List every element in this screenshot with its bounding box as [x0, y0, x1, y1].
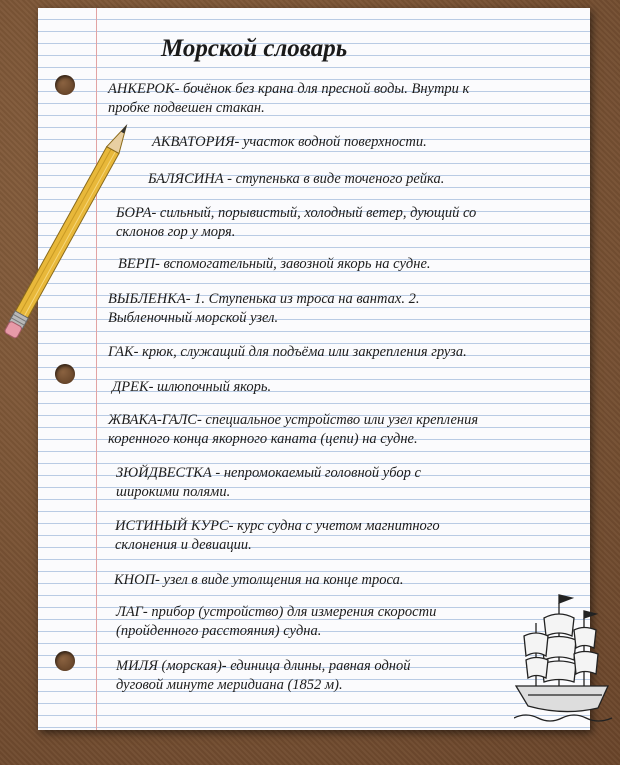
- dictionary-entry: [152, 133, 572, 152]
- dictionary-entry: [112, 378, 572, 397]
- ship-icon: [514, 578, 614, 728]
- entry-line: АНКЕРОК- бочёнок без крана для пресной воды. Внутри к: [108, 81, 470, 97]
- binder-hole: [55, 651, 75, 671]
- pencil-icon: [0, 120, 160, 360]
- dictionary-entry: [108, 290, 568, 328]
- dictionary-entry: [108, 80, 578, 118]
- entry-line: ВЫБЛЕНКА- 1. Ступенька из троса на вантах. 2.: [108, 291, 420, 307]
- entry-line: ЛАГ- прибор (устройство) для измерения скорости: [116, 604, 437, 620]
- entry-line: склонов гор у моря.: [116, 224, 236, 240]
- dictionary-entry: [116, 603, 516, 641]
- dictionary-entry: [116, 657, 516, 695]
- dictionary-entry: [118, 255, 568, 274]
- entry-line: пробке подвешен стакан.: [108, 100, 265, 116]
- entry-line: склонения и девиации.: [115, 537, 252, 553]
- entry-line: БОРА- сильный, порывистый, холодный ветер, дующий со: [116, 205, 477, 221]
- entry-line: КНОП- узел в виде утолщения на конце троса.: [114, 572, 404, 588]
- entry-line: ЗЮЙДВЕСТКА - непромокаемый головной убор с: [116, 465, 421, 481]
- entry-line: ЖВАКА-ГАЛС- специальное устройство или узел крепления: [108, 412, 479, 428]
- entry-line: ДРЕК- шлюпочный якорь.: [112, 379, 272, 395]
- entry-line: ГАК- крюк, служащий для подъёма или закрепления груза.: [108, 344, 467, 360]
- entry-line: АКВАТОРИЯ- участок водной поверхности.: [152, 134, 427, 150]
- entry-line: коренного конца якорного каната (цепи) на судне.: [108, 431, 418, 447]
- margin-line: [96, 8, 97, 730]
- dictionary-entry: [116, 464, 576, 502]
- page-title: Морской словарь: [161, 35, 348, 62]
- dictionary-entry: [114, 571, 574, 590]
- entry-line: широкими полями.: [116, 484, 231, 500]
- entry-line: МИЛЯ (морская)- единица длины, равная одной: [116, 658, 411, 674]
- entry-line: ВЕРП- вспомогательный, завозной якорь на судне.: [118, 256, 431, 272]
- notebook-sheet: [38, 8, 590, 730]
- entry-line: дуговой минуте меридиана (1852 м).: [116, 677, 343, 693]
- entry-line: (пройденного расстояния) судна.: [116, 623, 322, 639]
- binder-hole: [55, 364, 75, 384]
- binder-hole: [55, 75, 75, 95]
- dictionary-entry: [108, 343, 582, 362]
- dictionary-entry: [148, 170, 568, 189]
- dictionary-entry: [116, 204, 578, 242]
- dictionary-entry: [108, 411, 582, 449]
- entry-line: БАЛЯСИНА - ступенька в виде точеного рейка.: [148, 171, 445, 187]
- entry-line: Выбленочный морской узел.: [108, 310, 279, 326]
- entry-line: ИСТИНЫЙ КУРС- курс судна с учетом магнитного: [115, 518, 440, 534]
- dictionary-entry: [115, 517, 575, 555]
